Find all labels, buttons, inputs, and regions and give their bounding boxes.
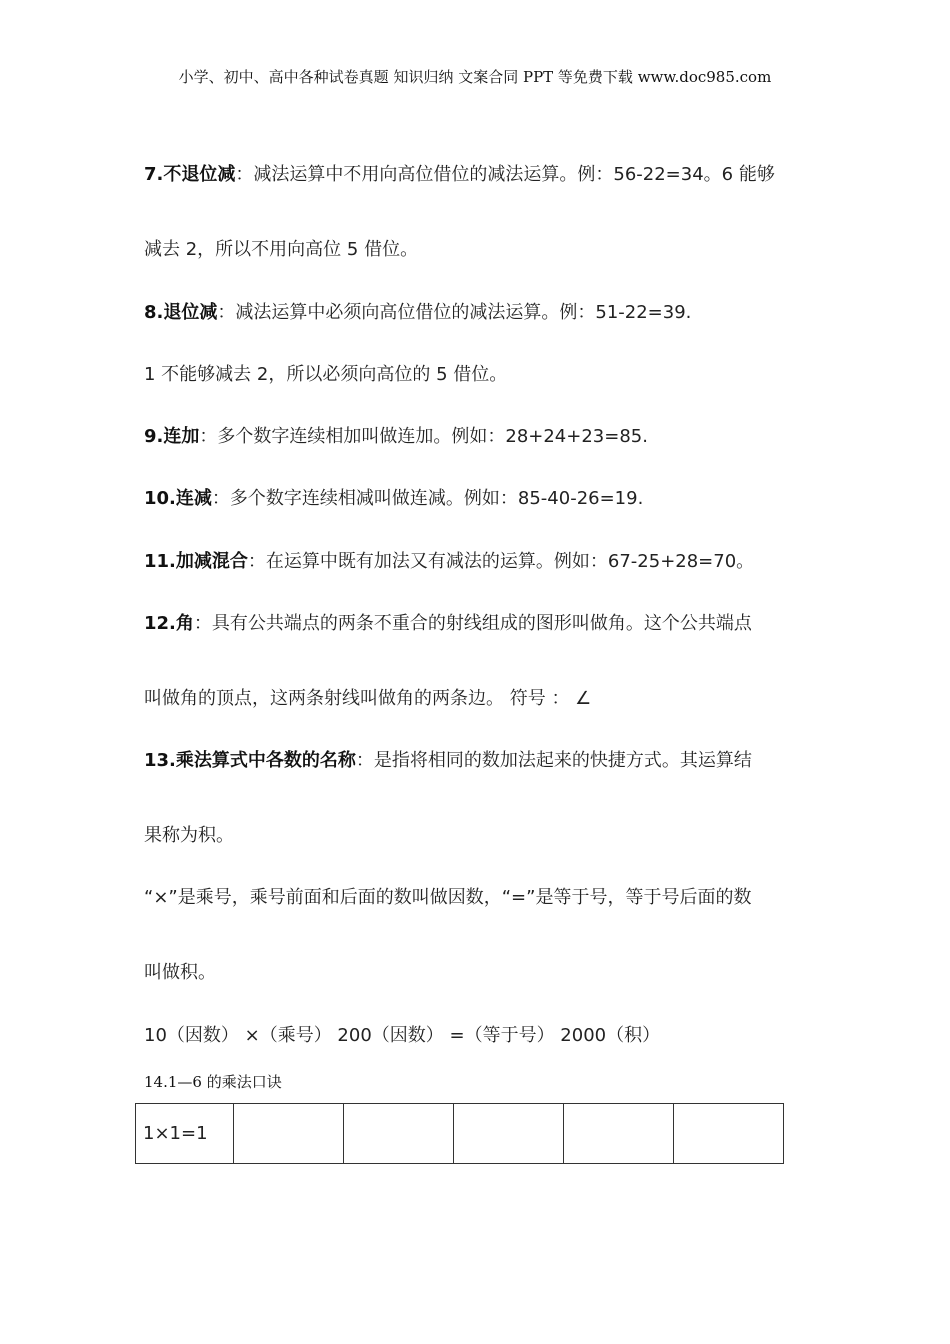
- table-row: [136, 1104, 784, 1164]
- table-cell: [674, 1104, 784, 1164]
- item-text: 是指将相同的数加法起来的快捷方式。其运算结: [373, 750, 752, 771]
- item-13-line-4: 叫做积。: [144, 962, 216, 983]
- item-8-line-1: 8.退位减：减法运算中必须向高位借位的减法运算。例：51-22=39.: [144, 302, 692, 323]
- section-14-title: 14.1—6 的乘法口诀: [144, 1073, 282, 1091]
- item-12-line-2: 叫做角的顶点，这两条射线叫做角的两条边。 符号 ： ∠: [144, 688, 592, 709]
- item-label: 9.连加: [144, 426, 200, 447]
- page-header: 小学、初中、高中各种试卷真题 知识归纳 文案合同 PPT 等免费下载 www.doc985.com: [178, 68, 772, 86]
- item-text: 减法运算中不用向高位借位的减法运算。例：56-22=34。6 能够: [253, 164, 775, 185]
- item-text: 具有公共端点的两条不重合的射线组成的图形叫做角。这个公共端点: [211, 613, 752, 634]
- item-label: 13.乘法算式中各数的名称: [144, 750, 356, 771]
- table-cell: 1×1=1: [136, 1104, 234, 1164]
- table-cell: [564, 1104, 674, 1164]
- item-9: 9.连加：多个数字连续相加叫做连加。例如：28+24+23=85.: [144, 426, 648, 447]
- table-cell: [454, 1104, 564, 1164]
- table-cell: [344, 1104, 454, 1164]
- item-text: 在运算中既有加法又有减法的运算。例如：67-25+28=70。: [265, 551, 755, 572]
- item-7-line-2: 减去 2，所以不用向高位 5 借位。: [144, 239, 419, 260]
- item-13-line-2: 果称为积。: [144, 825, 234, 846]
- item-13-example: 10（因数） ×（乘号） 200（因数） =（等于号） 2000（积）: [144, 1025, 661, 1046]
- item-label: 7.不退位减: [144, 164, 236, 185]
- item-text: 多个数字连续相减叫做连减。例如：85-40-26=19.: [229, 488, 644, 509]
- item-12-line-1: 12.角：具有公共端点的两条不重合的射线组成的图形叫做角。这个公共端点: [144, 613, 752, 634]
- item-text: 减法运算中必须向高位借位的减法运算。例：51-22=39.: [235, 302, 692, 323]
- multiplication-table: [135, 1103, 784, 1164]
- item-10: 10.连减：多个数字连续相减叫做连减。例如：85-40-26=19.: [144, 488, 644, 509]
- item-13-line-1: 13.乘法算式中各数的名称：是指将相同的数加法起来的快捷方式。其运算结: [144, 750, 752, 771]
- item-8-line-2: 1 不能够减去 2，所以必须向高位的 5 借位。: [144, 364, 508, 385]
- item-11: 11.加减混合：在运算中既有加法又有减法的运算。例如：67-25+28=70。: [144, 551, 755, 572]
- item-label: 8.退位减: [144, 302, 218, 323]
- item-text: 多个数字连续相加叫做连加。例如：28+24+23=85.: [217, 426, 648, 447]
- table-cell: [234, 1104, 344, 1164]
- item-label: 12.角: [144, 613, 194, 634]
- item-7-line-1: 7.不退位减：减法运算中不用向高位借位的减法运算。例：56-22=34。6 能够: [144, 164, 775, 185]
- item-13-line-3: “×”是乘号，乘号前面和后面的数叫做因数，“=”是等于号，等于号后面的数: [144, 887, 752, 908]
- item-label: 11.加减混合: [144, 551, 248, 572]
- item-label: 10.连减: [144, 488, 212, 509]
